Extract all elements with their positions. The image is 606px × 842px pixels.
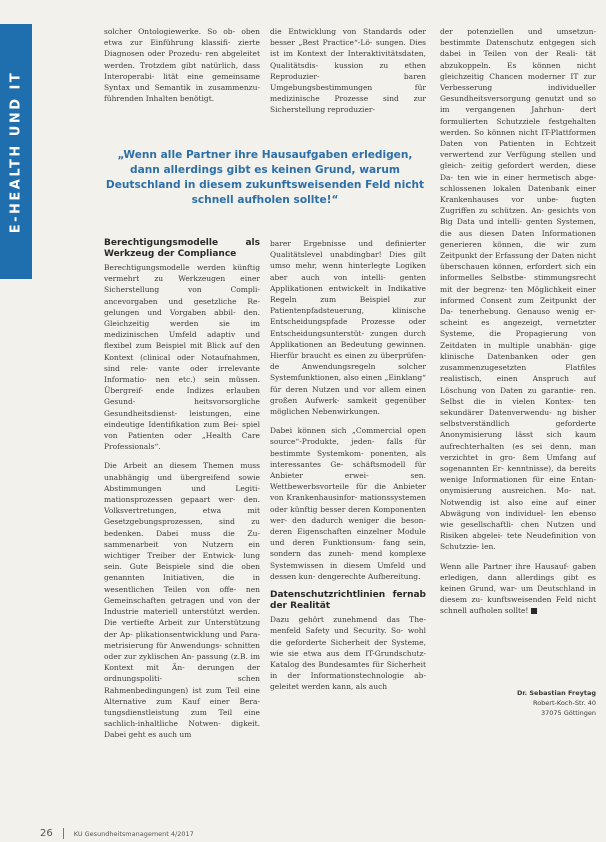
top-column-1-text: solcher Ontologiewerke. So ob- oben etwa zur Einführung klassifi- zierte Diagnosen oder Prozedu- ren abgeleitet werden. Trotzdem gibt natürlich, dass Interoperabi- lität eine gemeinsame Syntax und Semantik in zusammenzu- führenden Inhalten benötigt. [104,27,260,104]
author-block [440,688,596,718]
top-column-2-text: die Entwicklung von Standards oder besser „Best Practice“-Lö- sungen. Dies ist im Kontext der Interaktivitätsdaten, Qualitätsdis- kussion zu ethen Reproduzier- baren Umgebungsbestimmungen für medizinische Prozesse sind zur Sicherstellung reproduzier- [270,27,426,115]
closing-paragraph [440,561,596,617]
paragraph: Die Arbeit an diesem Themen muss unabhängig und übergreifend sowie Abstimmungen und Legiti- mationsprozessen gepaart wer- den. Volksvertretungen, etwa mit Gesetzgebungsprozessen, sind zu bedenken. Dabei muss die Zu- sammenarbeit von Nutzern ein wichtiger Treiber der Entwick- lung sein. Gute Beispiele sind die oben genannten Initiativen, die in wesentlichen Teilen von offe- nen Gemeinschaften getragen und von der Industrie materiell unterstützt werden. Die vertiefte Arbeit zur Unterstützung der Ap- plikationsentwicklung und Para- metrisierung für Anwendungs- schnitten oder zur zyklischen An- passung (z.B. im Kontext mit Än- derungen der ordnungspoliti- schen Rahmenbedingungen) ist zum Teil eine Alternative zum Kauf einer Bera- tungsdienstleistung zum Teil eine sachlich-inhaltliche Notwen- digkeit. Dabei geht es auch um [104,461,260,740]
pull-quote: „Wenn alle Partner ihre Hausaufgaben erledigen, dann allerdings gibt es keinen Grund, warum Deutschland in diesem zukunftsweisenden Feld nicht schnell aufholen sollte!“ [105,149,425,206]
page-footer [40,828,194,839]
section-heading-datenschutz: Datenschutzrichtlinien fernab der Realität [270,590,426,612]
top-column-2 [270,26,426,130]
paragraph: Dabei können sich „Commercial open source“-Produkte, jeden- falls für bestimmte Systemkom- ponenten, als interessantes Ge- schäftsmodell für Anbieter erwei- sen. Wettbewerbsvorteile für die Anbieter von Krankenhausinfor- mationssystemen oder künftig besser deren Komponenten wer- den dadurch weniger die beson- deren Eigenschaften einzelner Module und deren Funktionsum- fang sein, sondern das zuneh- mend komplexe Systemwissen in diesem Umfeld und dessen kun- dengerechte Aufbereitung. [270,426,426,581]
article-column-3 [440,26,596,666]
page-number: 26 [40,828,53,839]
closing-text: Wenn alle Partner ihre Hausauf- gaben erledigen, dann allerdings gibt es keinen Grund, war- um Deutschland in diesem zu- kunftsweisenden Feld nicht schnell aufholen sollte! [440,561,596,616]
paragraph: barer Ergebnisse und definierter Qualitätslevel unabdingbar! Dies gilt umso mehr, wenn hinterlegte Logiken aber auch von intelli- genten Applikationen entwickelt in Indikative Regeln zum Beispiel zur Patientenpfadsteuerung, klinische Entscheidungspfade Prozesse oder Entscheidungsunterstüt- zungen durch Applikationen an Bedeutung gewinnen. Hierfür braucht es einen zu überprüfen- de Anwendungsregeln solcher Systemfunktionen, also einen „Einklang“ für deren Nutzen und vor allem einen großen Aufwerk- samkeit gegenüber möglichen Nebenwirkungen. [270,239,426,417]
top-column-1 [104,26,260,130]
paragraph: Dazu gehört zunehmend das The- menfeld Safety und Security. So- wohl die geforderte Sicherheit der Systeme, wie sie etwa aus dem IT-Grundschutz-Katalog des Bundesamtes für Sicherheit in der Informationstechnologie ab- geleitet werden kann, als auch [270,615,426,692]
author-street: Robert-Koch-Str. 40 [532,699,596,707]
end-of-article-icon [531,608,537,614]
section-heading-compliance: Berechtigungsmodelle als Werkzeug der Compliance [104,238,260,259]
footer-divider [63,828,64,839]
magazine-name: KU Gesundheitsmanagement 4/2017 [73,829,194,838]
author-city: 37075 Göttingen [540,709,596,717]
author-name: Dr. Sebastian Freytag [516,689,596,697]
section-tab [0,24,32,279]
paragraph: der potenziellen und umsetzun- bestimmte Datenschutz entgegen sich dabei in Teilen von der Reali- tät abzukoppeln. Es können nicht gleichzeitig Chancen moderner IT zur Verbesserung individueller Gesundheitsversorgung genutzt und so im vergangenen Jahrhun- dert formulierten Schutzziele festgehalten werden. So können nicht IT-Plattformen Daten von Patienten in Echtzeit verwertend zur Verfügung stellen und gleich- zeitig gefordert werden, diese Da- ten wie in einer hermetisch abge- schlossenen lokalen Datenbank einer Krankenhauses vor unbe- fugten Zugriffen zu schützen. An- gesichts von Big Data und intelli- genten Systemen, die aus diesen Daten Informationen generieren können, die wir zum Zeitpunkt der Erfassung der Daten nicht überschauen können, erfordert sich ein informelles Selbstbe- stimmungsrecht mit der begrenz- ten Möglichkeit einer informed Consent zum Zeitpunkt der Da- tenerhebung. Genauso wenig er- scheint es angezeigt, vernetzter Systeme, die Propagierung von Zeitdaten in multiple unabhän- gige klinische Datenbanken oder gen zusammenzugesetzten Flatfiles realistisch, einen Anspruch auf Löschung von Daten zu garantie- ren. Selbst die in vielen Kontex- ten sekundärer Datenverwendu- ng bisher selbstverständlich geforderte Anonymisierung lässt sich kaum aufrechterhalten (es sei denn, man verzichtet in gro- ßem Umfang auf sogenannten Er- kenntnisse), da bereits wenige Informationen für eine Entan- onymisierung ausreichen. Mo- nat. Notwendig ist also eine auf einer Abwägung von individuel- len ebenso wie gesellschaftli- chen Nutzen und Risiken abgelei- tete Neudefinition von Schutzzie- len. [440,27,596,552]
article-column-1 [104,238,260,818]
article-column-2 [270,238,426,818]
paragraph: Berechtigungsmodelle werden künftig vermehrt zu Werkzeugen einer Sicherstellung von Compli- ancevorgaben und gesetzliche Re- gelungen und Vorgaben abbil- den. Gleichzeitig werden sie im medizinischen Umfeld adaptiv und flexibel zum Beispiel mit Blick auf den Kontext (clinical oder Notaufnahmen, sind rele- vante oder irrelevante Informatio- nen etc.) sein müssen. Übergreif- ende Indizes erlauben Gesund- heitsvorsorgliche Gesundheitsdienst- leistungen, eine eindeutige Identifikation zum Bei- spiel von Patienten oder „Health Care Professionals“. [104,263,260,452]
section-tab-label: E-HEALTH UND IT [8,70,24,233]
